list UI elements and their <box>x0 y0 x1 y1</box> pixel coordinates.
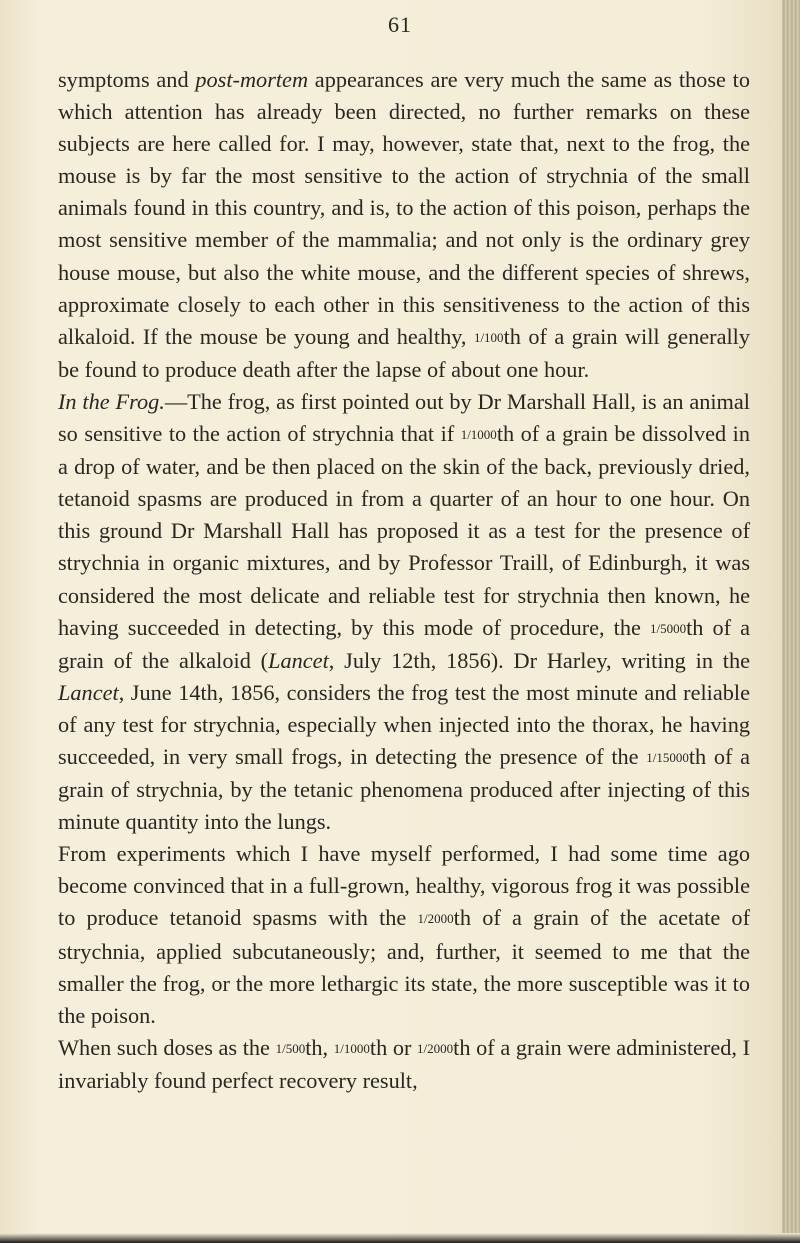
text: th of a grain of strychnia, by the tetanic phenomena produced after injecting of this minute quantity into the lungs. <box>58 743 750 835</box>
citation: Lancet <box>58 679 119 705</box>
text: , June 14th, 1856, considers the frog test the most minute and reliable of any test for strychnia, especially when injected into the thorax, he having succeeded, in very small frogs, in detecting the presence of the <box>58 679 750 769</box>
italic-term: post-mortem <box>195 67 309 92</box>
text: th, <box>305 1034 334 1060</box>
text: th of a grain be dissolved in a drop of water, and be then placed on the skin of the back, previously dried, tetanoid spasms are produced in from a quarter of an hour to one hour. On this ground Dr Marshall Hall has proposed it as a test for the presence of strychnia in organic mixtures, and by Professor Traill, of Edinburgh, it was considered the most delicate and reliable test for strychnia then known, he having succeeded in detecting, by this mode of procedure, the <box>58 421 750 640</box>
text: —The frog, as first pointed out by Dr Marshall Hall, is an animal so sensitive to the action of strychnia that if <box>58 388 750 447</box>
fraction: 1/15000 <box>646 749 689 765</box>
paragraph-mouse <box>58 64 750 386</box>
page-bottom-edge <box>0 1233 800 1243</box>
text: From experiments which I have myself performed, I had some time ago become convinced that in a full-grown, healthy, vigorous frog it was possible to produce tetanoid spasms with the <box>58 841 750 931</box>
fraction: 1/5000 <box>649 620 687 636</box>
text: th of a grain of the alkaloid ( <box>58 614 750 673</box>
fraction: 1/1000 <box>460 427 497 443</box>
page-gutter <box>782 0 800 1243</box>
text: , July 12th, 1856). Dr Harley, writing in the <box>328 647 751 673</box>
text: When such doses as the <box>58 1034 276 1060</box>
fraction: 1/2000 <box>417 1040 454 1056</box>
text: th of a grain will generally be found to produce death after the lapse of about one hour. <box>58 323 751 382</box>
body-text <box>58 64 750 1097</box>
paragraph-experiments <box>58 838 750 1032</box>
section-heading: In the Frog. <box>58 388 165 414</box>
fraction: 1/1000 <box>333 1040 370 1056</box>
page-number: 61 <box>388 12 412 37</box>
fraction: 1/2000 <box>417 911 454 927</box>
text: th or <box>369 1034 418 1060</box>
text: symptoms and <box>58 67 196 92</box>
paragraph-doses <box>58 1032 750 1097</box>
fraction: 1/500 <box>275 1040 306 1056</box>
paragraph-frog <box>58 386 750 838</box>
fraction: 1/100 <box>473 329 504 345</box>
text: th of a grain of the acetate of strychnia, applied subcutaneously; and, further, it seemed to me that the smaller the frog, or the more lethargic its state, the more susceptible was it to the poison. <box>58 905 750 1028</box>
text: th of a grain were administered, I invariably found perfect recovery result, <box>58 1034 751 1093</box>
text: appearances are very much the same as those to which attention has already been directed, no further remarks on these subjects are here called for. I may, however, state that, next to the frog, the mouse is by far the most sensitive to the action of strychnia of the small animals found in this country, and is, to the action of this poison, perhaps the most sensitive member of the mammalia; and not only is the ordinary grey house mouse, but also the white mouse, and the different species of shrews, approximate closely to each other in this sensitiveness to the action of this alkaloid. If the mouse be young and healthy, <box>58 67 750 349</box>
citation: Lancet <box>268 647 329 673</box>
